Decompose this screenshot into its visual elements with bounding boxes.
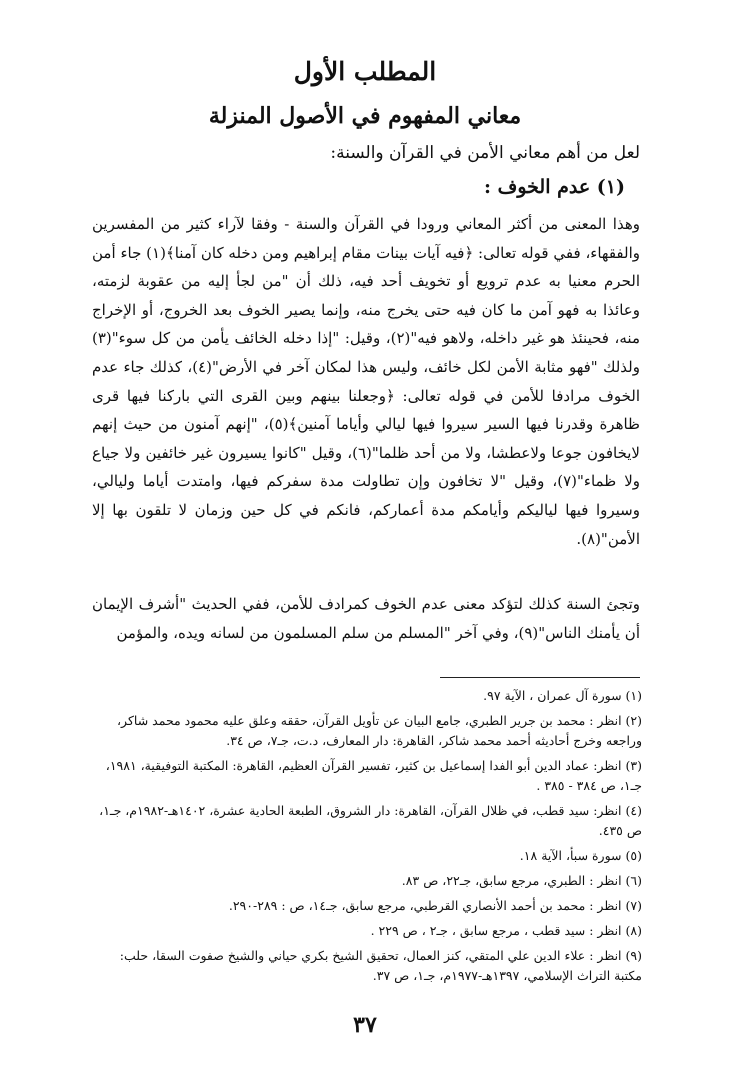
point-heading: (١) عدم الخوف : [484, 176, 625, 198]
footnote-4: (٤) انظر: سيد قطب، في ظلال القرآن، القاهرة: دار الشروق، الطبعة الحادية عشرة، ١٤٠٢هـ-١٩٨٢م، جـ١، ص ٤٣٥. [99, 803, 642, 838]
section-subtitle: معاني المفهوم في الأصول المنزلة [208, 103, 522, 129]
footnotes-list [90, 686, 642, 991]
body-paragraph-1: وهذا المعنى من أكثر المعاني ورودا في القرآن والسنة - وفقا لآراء كثير من المفسرين والفقهاء، ففي قوله تعالى: ﴿فيه آيات بينات مقام إبراهيم ومن دخله كان آمنا﴾(١) جاء أمن الحرم معنيا به عدم ترويع أو تخويف أحد فيه، ذلك أن "من لجأ إليه من عقوبة لزمته، وعائذا به فهو آمن ما كان فيه حتى يخرج منه، وإنما يصير الخوف بعد الخروج، أو الإخراج منه، فحينئذ هو غير داخله، ولاهو فيه"(٢)، وقيل: "إذا دخله الخائف يأمن من كل سوء"(٣) ولذلك "فهو مثابة الأمن لكل خائف، وليس هذا لمكان آخر في الأرض"(٤)، كذلك جاء عدم الخوف مرادفا للأمن في قوله تعالى: ﴿وجعلنا بينهم وبين القرى التي باركنا فيها قرى ظاهرة وقدرنا فيها السير سيروا فيها ليالي وأياما آمنين﴾(٥)، "إنهم آمنون من حيث إنهم لايخافون جوعا ولاعطشا، ولا من أحد ظلما"(٦)، وقيل "كانوا يسيرون غير خائفين ولا جياع ولا ظماء"(٧)، وقيل "لا تخافون وإن تطاولت مدة سفركم فيها، وامتدت أياما وليالي، وسيروا فيها لياليكم وأيامكم مدة أعماركم، فانكم في كل حين وزمان لا تلقون بها إلا الأمن"(٨). [92, 215, 640, 548]
intro-line: لعل من أهم معاني الأمن في القرآن والسنة: [330, 143, 640, 163]
footnote-divider [440, 677, 640, 678]
footnote-5: (٥) سورة سبأ، الآية ١٨. [519, 848, 642, 863]
section-title: المطلب الأول [293, 57, 437, 86]
footnote-3: (٣) انظر: عماد الدين أبو الفدا إسماعيل بن كثير، تفسير القرآن العظيم، القاهرة: المكتبة التوفيقية، ١٩٨١، جـ١، ص ٣٨٤ - ٣٨٥ . [105, 758, 642, 793]
body-paragraph-2: وتجئ السنة كذلك لتؤكد معنى عدم الخوف كمرادف للأمن، ففي الحديث "أشرف الإيمان أن يأمنك الناس"(٩)، وفي آخر "المسلم من سلم المسلمون من لسانه ويده، والمؤمن [92, 595, 640, 642]
footnote-8: (٨) انظر : سيد قطب ، مرجع سابق ، جـ٢ ، ص ٢٢٩ . [370, 923, 642, 938]
footnote-7: (٧) انظر : محمد بن أحمد الأنصاري القرطبي، مرجع سابق، جـ١٤، ص : ٢٨٩-٢٩٠. [228, 898, 642, 913]
footnote-9: (٩) انظر : علاء الدين علي المتقي، كنز العمال، تحقيق الشيخ بكري حياني والشيخ صفوت السقا، حلب: مكتبة التراث الإسلامي، ١٣٩٧هـ-١٩٧٧م، جـ١، ص ٣٧. [119, 948, 642, 983]
footnote-2: (٢) انظر : محمد بن جرير الطبري، جامع البيان عن تأويل القرآن، حققه وعلق عليه محمود محمد شاكر، وراجعه وخرج أحاديثه أحمد محمد شاكر، القاهرة: دار المعارف، د.ت، جـ٧، ص ٣٤. [117, 713, 642, 748]
page-number: ٣٧ [353, 1012, 377, 1038]
footnote-1: (١) سورة آل عمران ، الآية ٩٧. [483, 688, 642, 703]
footnote-6: (٦) انظر : الطبري، مرجع سابق، جـ٢٢، ص ٨٣. [401, 873, 642, 888]
